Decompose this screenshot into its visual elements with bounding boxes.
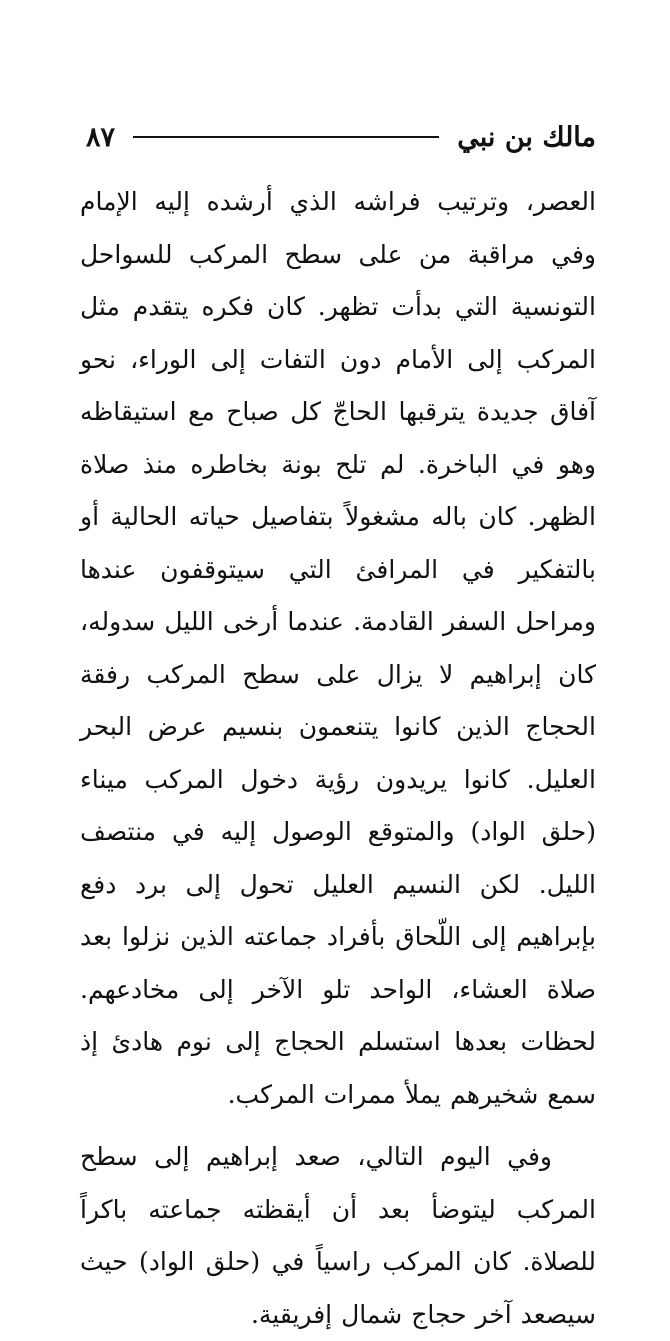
body-text <box>80 176 596 1341</box>
running-header <box>86 112 596 162</box>
paragraph: وفي اليوم التالي، صعد إبراهيم إلى سطح المركب ليتوضأ بعد أن أيقظته جماعته باكراً للصلاة. كان المركب راسياً في (حلق الواد) حيث سيصعد آخر حجاج شمال إفريقية. <box>80 1142 596 1329</box>
header-rule <box>133 136 439 138</box>
author-name: مالك بن نبي <box>457 121 596 153</box>
paragraph: العصر، وترتيب فراشه الذي أرشده إليه الإمام وفي مراقبة من على سطح المركب للسواحل التونسية التي بدأت تظهر. كان فكره يتقدم مثل المركب إلى الأمام دون التفات إلى الوراء، نحو آفاق جديدة يترقبها الحاجّ كل صباح مع استيقاظه وهو في الباخرة. لم تلح بونة بخاطره منذ صلاة الظهر. كان باله مشغولاً بتفاصيل حياته الحالية أو بالتفكير في المرافئ التي سيتوقفون عندها ومراحل السفر القادمة. عندما أرخى الليل سدوله، كان إبراهيم لا يزال على سطح المركب رفقة الحجاج الذين كانوا يتنعمون بنسيم عرض البحر العليل. كانوا يريدون رؤية دخول المركب ميناء (حلق الواد) والمتوقع الوصول إليه في منتصف الليل. لكن النسيم العليل تحول إلى برد دفع بإبراهيم إلى اللّحاق بأفراد جماعته الذين نزلوا بعد صلاة العشاء، الواحد تلو الآخر إلى مخادعهم. لحظات بعدها استسلم الحجاج إلى نوم هادئ إذ سمع شخيرهم يملأ ممرات المركب. <box>80 187 596 1109</box>
page-number: ٨٧ <box>86 121 116 153</box>
